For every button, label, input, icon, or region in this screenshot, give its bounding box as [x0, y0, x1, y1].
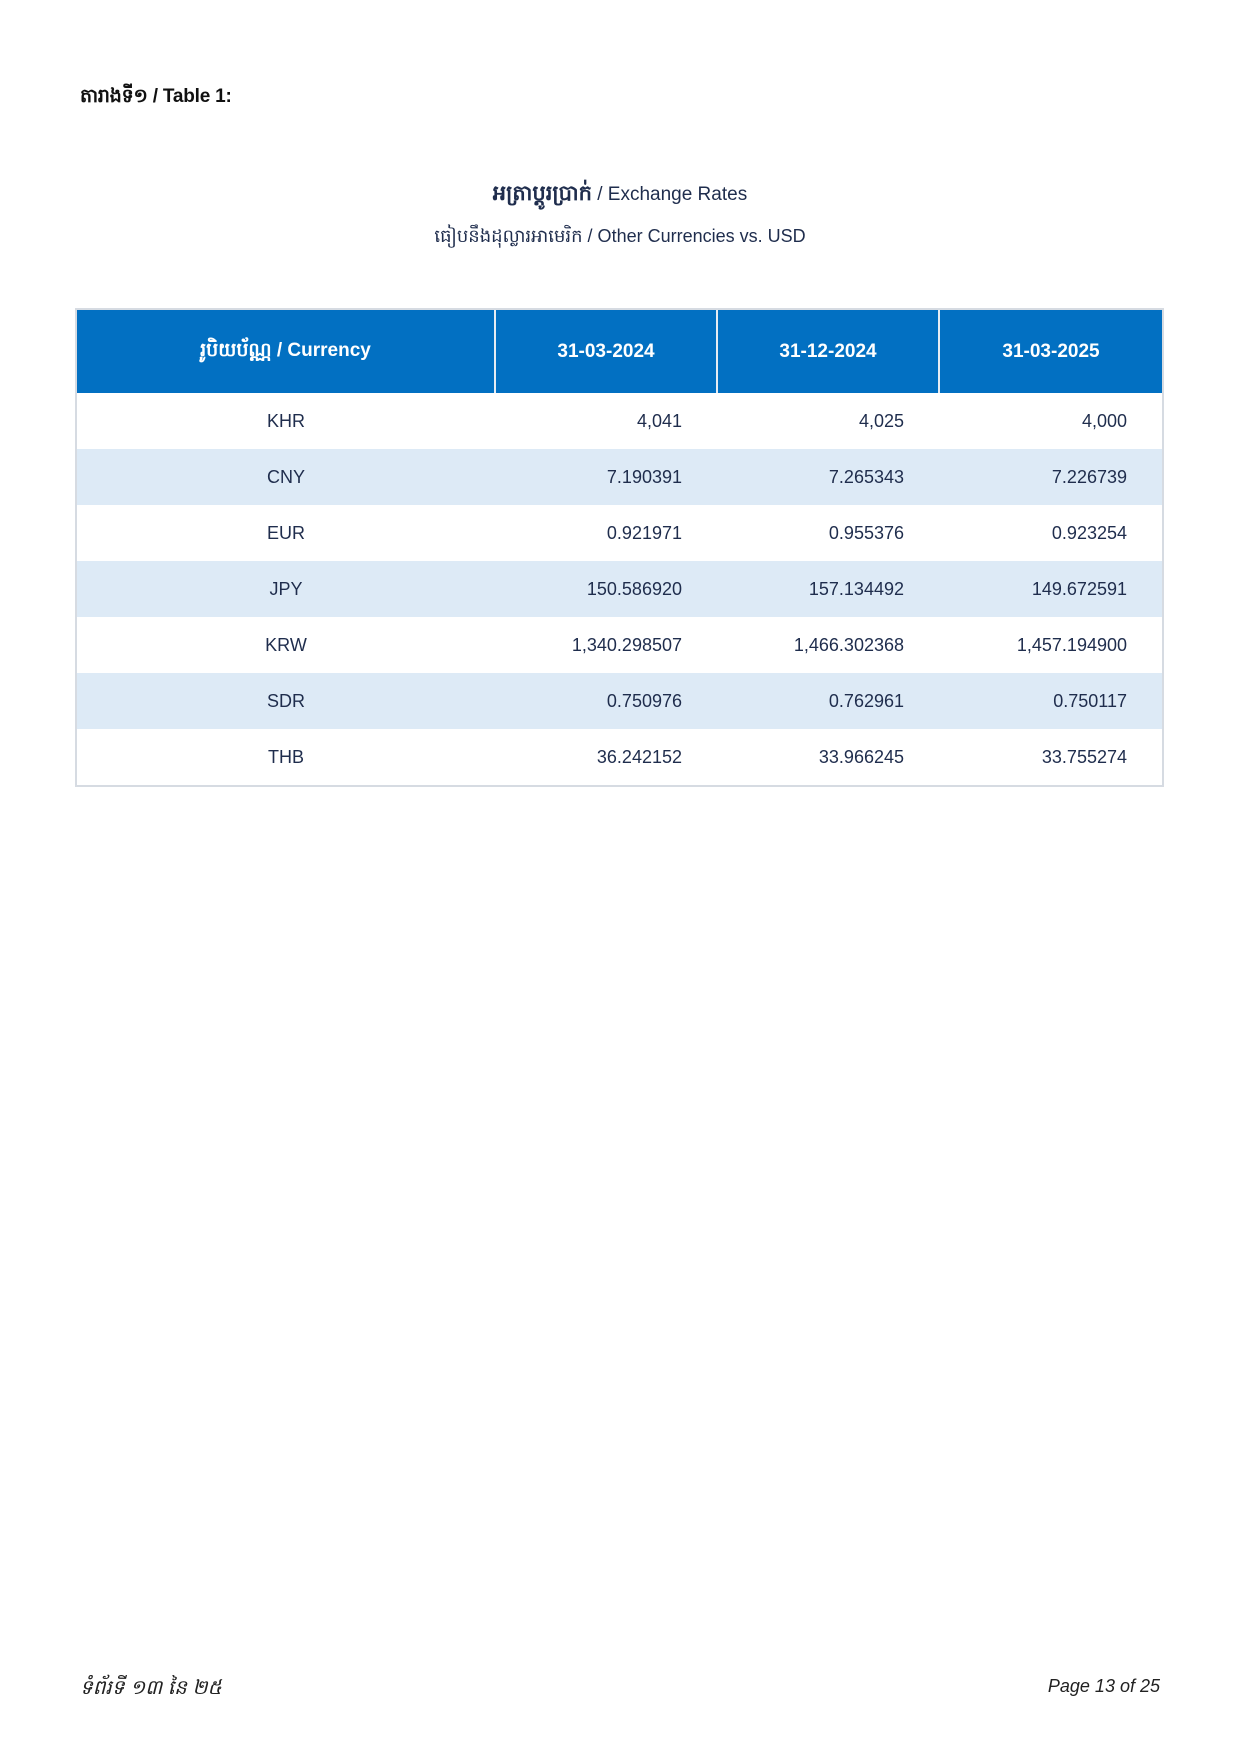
rate-cell: 4,000 — [939, 393, 1162, 449]
currency-cell: EUR — [77, 505, 495, 561]
rate-cell: 157.134492 — [717, 561, 939, 617]
currency-cell: SDR — [77, 673, 495, 729]
rate-cell: 33.966245 — [717, 729, 939, 785]
table-row — [77, 617, 1162, 673]
currency-cell: JPY — [77, 561, 495, 617]
table-row — [77, 561, 1162, 617]
rate-cell: 0.921971 — [495, 505, 717, 561]
rate-cell: 4,041 — [495, 393, 717, 449]
table-row — [77, 449, 1162, 505]
exchange-rate-table — [75, 308, 1164, 787]
rate-cell: 0.750976 — [495, 673, 717, 729]
page-number-khmer: ទំព័រទី ១៣ នៃ ២៥ — [80, 1677, 222, 1699]
rate-cell: 0.762961 — [717, 673, 939, 729]
table-header-row — [77, 310, 1162, 393]
title-english: / Exchange Rates — [591, 184, 748, 205]
title-khmer: អត្រាប្តូរប្រាក់ — [492, 182, 592, 205]
rate-cell: 150.586920 — [495, 561, 717, 617]
table-label: តារាងទី១ / Table 1: — [80, 86, 232, 107]
table-row — [77, 505, 1162, 561]
page-number: Page 13 of 25 — [1047, 1676, 1160, 1696]
header-currency: រូបិយប័ណ្ណ / Currency — [77, 310, 495, 393]
rate-cell: 36.242152 — [495, 729, 717, 785]
rate-cell: 4,025 — [717, 393, 939, 449]
rate-cell: 0.955376 — [717, 505, 939, 561]
currency-cell: KHR — [77, 393, 495, 449]
currency-cell: KRW — [77, 617, 495, 673]
rate-cell: 0.923254 — [939, 505, 1162, 561]
table-row — [77, 729, 1162, 785]
rate-cell: 7.226739 — [939, 449, 1162, 505]
rate-cell: 1,457.194900 — [939, 617, 1162, 673]
table-row — [77, 393, 1162, 449]
rate-cell: 0.750117 — [939, 673, 1162, 729]
rate-cell: 1,340.298507 — [495, 617, 717, 673]
rate-cell: 33.755274 — [939, 729, 1162, 785]
rate-cell: 7.190391 — [495, 449, 717, 505]
header-date-3: 31-03-2025 — [939, 310, 1162, 393]
header-date-1: 31-03-2024 — [495, 310, 717, 393]
currency-cell: THB — [77, 729, 495, 785]
table-row — [77, 673, 1162, 729]
rate-cell: 149.672591 — [939, 561, 1162, 617]
header-date-2: 31-12-2024 — [717, 310, 939, 393]
rate-cell: 1,466.302368 — [717, 617, 939, 673]
currency-cell: CNY — [77, 449, 495, 505]
page-title — [0, 180, 1240, 211]
rate-cell: 7.265343 — [717, 449, 939, 505]
page-subtitle: ធៀបនឹងដុល្លារអាមេរិក / Other Currencies vs. USD — [434, 226, 806, 246]
